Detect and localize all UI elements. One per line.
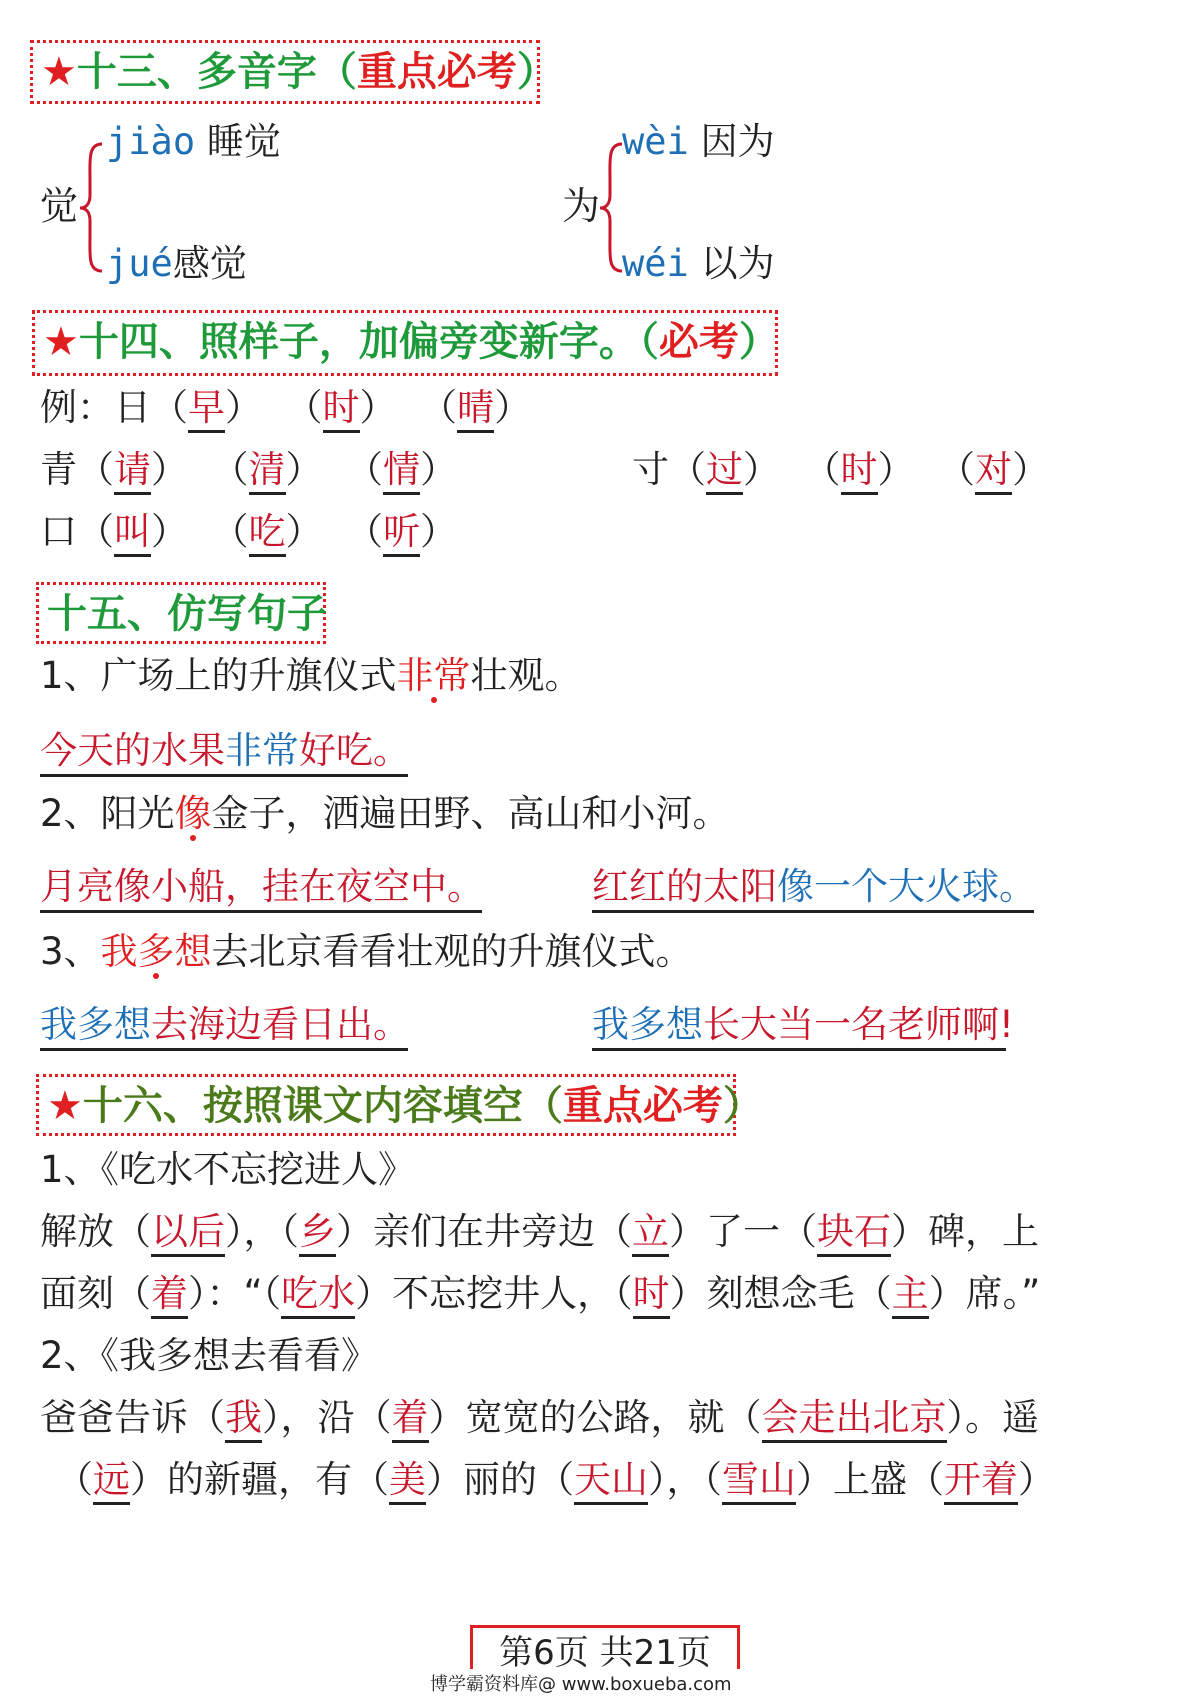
fill-answer: 我 <box>225 1396 262 1443</box>
fill-answer: 天山 <box>574 1458 648 1505</box>
fill-text: ）碑，上 <box>891 1210 1039 1253</box>
fill-answer: 主 <box>892 1272 929 1319</box>
word: 因为 <box>700 120 775 163</box>
fill-text: ）：“（ <box>188 1272 282 1315</box>
key-word: 非常 <box>396 654 471 697</box>
answer: 情 <box>383 448 420 495</box>
answer: 请 <box>114 448 151 495</box>
fill-text: ）刻想念毛（ <box>669 1272 892 1315</box>
fill-answer: 块石 <box>817 1210 891 1257</box>
fill-answer: 吃水 <box>281 1272 355 1319</box>
fill-text: 面刻（ <box>40 1272 151 1315</box>
fill-answer: 美 <box>389 1458 426 1505</box>
sentence-2 <box>40 788 730 840</box>
answer-key: 我多想 <box>592 1003 703 1046</box>
fill-text: ）的新疆，有（ <box>130 1458 389 1501</box>
section-16-header <box>36 1074 763 1136</box>
fill-line-1 <box>40 1206 1039 1258</box>
fill-text: 爸爸告诉（ <box>40 1396 225 1439</box>
fill-answer: 乡 <box>299 1210 336 1257</box>
answer-key: 像一个大火球。 <box>777 865 1036 908</box>
fill-answer: 会走出北京 <box>762 1396 947 1443</box>
fill-text: 解放（ <box>40 1210 151 1253</box>
fill-text: ）上盛（ <box>796 1458 944 1501</box>
fill-answer: 开着 <box>944 1458 1018 1505</box>
word: 以为 <box>700 242 775 285</box>
answer-part: 今天的水果 <box>40 729 225 772</box>
fill-text: ）亲们在井旁边（ <box>336 1210 632 1253</box>
poly-wei-top <box>622 116 775 168</box>
section-close: ） <box>738 319 779 365</box>
fill-answer: 着 <box>151 1272 188 1319</box>
word: 睡觉 <box>206 120 281 163</box>
sentence-text: 1、广场上的升旗仪式 <box>40 654 397 697</box>
answer: 对 <box>975 448 1012 495</box>
star-icon: ★ <box>43 319 79 365</box>
fill-text: ）宽宽的公路，就（ <box>428 1396 762 1439</box>
section-title: 十六、按照课文内容填空（ <box>82 1083 563 1129</box>
section-title: 十四、照样子，加偏旁变新字。（ <box>78 319 659 365</box>
fill-text: ）。遥 <box>946 1396 1039 1439</box>
fill-text: ）席。” <box>928 1272 1041 1315</box>
section-accent: 重点必考 <box>562 1083 723 1129</box>
sentence-3-answer-2 <box>592 1002 1014 1051</box>
base-char: 口 <box>40 510 77 553</box>
answer-key: 我多想 <box>40 1003 151 1046</box>
star-icon: ★ <box>41 49 77 95</box>
section-close: ） <box>516 49 557 95</box>
answer: 晴 <box>457 386 494 433</box>
fill-text: ），沿（ <box>262 1396 392 1439</box>
fill-line-3 <box>40 1392 1039 1444</box>
answer: 听 <box>383 510 420 557</box>
answer-part: 去海边看日出。 <box>151 1003 410 1046</box>
fill-text: ）丽的（ <box>426 1458 574 1501</box>
answer: 时 <box>323 386 360 433</box>
radical-cun-row: 寸（过） （时） （对） <box>632 444 1049 496</box>
fill-answer: 以后 <box>151 1210 225 1257</box>
lesson-2-title: 2、《我多想去看看》 <box>40 1334 379 1377</box>
fill-answer: 着 <box>392 1396 429 1443</box>
section-accent: 必考 <box>658 319 739 365</box>
base-char: 日 <box>114 386 151 429</box>
answer: 清 <box>249 448 286 495</box>
base-char: 青 <box>40 448 77 491</box>
poly-jue-bottom <box>106 238 247 290</box>
radical-qing-row: 青（请） （清） （情） <box>40 444 457 496</box>
answer: 早 <box>188 386 225 433</box>
answer: 过 <box>706 448 743 495</box>
pinyin: wèi <box>622 120 689 163</box>
fill-answer: 立 <box>632 1210 669 1257</box>
pinyin: wéi <box>622 242 689 285</box>
example-label: 例： <box>40 386 114 429</box>
section-title: 十三、多音字（ <box>76 49 357 95</box>
star-icon: ★ <box>47 1083 83 1129</box>
fill-answer: 时 <box>633 1272 670 1319</box>
pinyin: jiào <box>106 120 196 163</box>
fill-answer: 雪山 <box>722 1458 796 1505</box>
sentence-text: 2、阳光 <box>40 792 175 835</box>
radical-kou-row: 口（叫） （吃） （听） <box>40 506 457 558</box>
section-15-header: 十五、仿写句子 <box>36 582 326 644</box>
answer-part: 好吃。 <box>299 729 410 772</box>
poly-char-jue: 觉 <box>40 184 79 228</box>
fill-text: ），（ <box>225 1210 299 1253</box>
brace-icon <box>76 140 106 275</box>
section-13-header <box>30 40 557 104</box>
poly-jue-top <box>106 116 281 168</box>
section-14-header <box>32 310 778 376</box>
radical-example-row: 例：日（早） （时） （晴） <box>40 382 531 434</box>
fill-text: ） <box>1018 1458 1055 1501</box>
word: 感觉 <box>172 242 247 285</box>
page-number: 第6页 共21页 <box>470 1625 740 1669</box>
base-char: 寸 <box>632 448 669 491</box>
lesson-1-title: 1、《吃水不忘挖进人》 <box>40 1148 416 1191</box>
answer: 叫 <box>114 510 151 557</box>
sentence-text: 3、 <box>40 930 101 973</box>
pinyin: jué <box>106 242 173 285</box>
sentence-text: 去北京看看壮观的升旗仪式。 <box>211 930 693 973</box>
sentence-text: 金子，洒遍田野、高山和小河。 <box>211 792 730 835</box>
sentence-1-answer <box>40 728 408 777</box>
poly-char-wei: 为 <box>562 184 601 228</box>
sentence-3-answer-1 <box>40 1002 408 1051</box>
fill-text: ），（ <box>648 1458 722 1501</box>
fill-text: （ <box>56 1458 93 1501</box>
answer-part: 红红的太阳 <box>592 865 777 908</box>
sentence-2-answer-1: 月亮像小船，挂在夜空中。 <box>40 864 482 913</box>
fill-text: ）不忘挖井人，（ <box>355 1272 633 1315</box>
sentence-1 <box>40 650 582 702</box>
key-word: 像 <box>174 792 212 835</box>
section-accent: 重点必考 <box>356 49 517 95</box>
fill-answer: 远 <box>93 1458 130 1505</box>
fill-line-2 <box>40 1268 1040 1320</box>
fill-text: ）了一（ <box>669 1210 817 1253</box>
watermark: 博学霸资料库@ www.boxueba.com <box>430 1674 732 1695</box>
sentence-3 <box>40 926 693 978</box>
answer-part: 长大当一名老师啊! <box>703 1003 1014 1046</box>
answer: 时 <box>841 448 878 495</box>
poly-wei-bottom <box>622 238 775 290</box>
fill-line-4 <box>56 1454 1055 1506</box>
key-word: 我多想 <box>100 930 212 973</box>
section-close: ） <box>722 1083 763 1129</box>
answer-key: 非常 <box>225 729 299 772</box>
sentence-2-answer-2 <box>592 864 1034 913</box>
answer: 吃 <box>249 510 286 557</box>
sentence-text: 壮观。 <box>470 654 582 697</box>
